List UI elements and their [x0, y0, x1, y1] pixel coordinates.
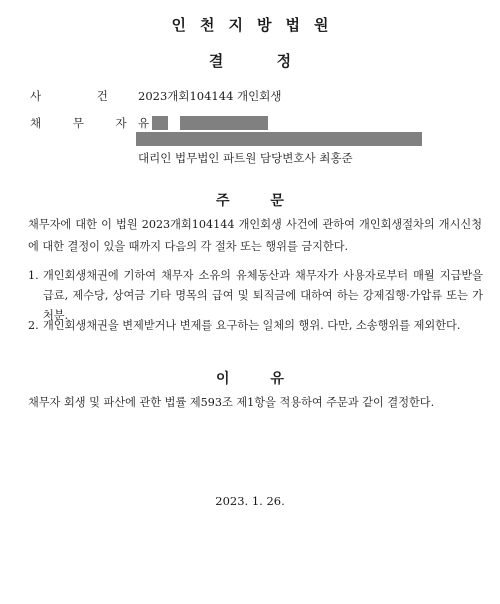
court-name: 인천지방법원: [171, 16, 343, 34]
agent-text: 대리인 법무법인 파트원 담당변호사 최홍준: [138, 151, 353, 165]
redaction-block-address: [136, 132, 422, 146]
order-item-text: 개인회생채권에 기하여 채무자 소유의 유체동산과 채무자가 사용자로부터 매월 지급받을 급료, 제수당, 상여금 기타 명목의 급여 및 퇴직금에 대하여 하는 강제집행·가압류 또는 가처분.: [43, 269, 483, 322]
redaction-block-name-2: [180, 116, 268, 130]
case-label: 사 건: [30, 89, 134, 103]
order-heading: 주 문: [216, 193, 284, 209]
order-item-1: [28, 266, 483, 322]
debtor-name-prefix: 유: [138, 116, 150, 130]
debtor-label: 채 무 자: [30, 116, 141, 130]
document-title: 결 정: [208, 52, 292, 70]
reason-heading: 이 유: [216, 371, 284, 387]
order-intro: 채무자에 대한 이 법원 2023개회104144 개인회생 사건에 관하여 개인회생절차의 개시신청에 대한 결정이 있을 때까지 다음의 각 절차 또는 행위를 금지한다.: [28, 218, 482, 253]
order-item-number: 2.: [28, 319, 39, 332]
reason-text: 채무자 회생 및 파산에 관한 법률 제593조 제1항을 적용하여 주문과 같이 결정한다.: [28, 396, 435, 409]
order-item-2: [28, 316, 482, 356]
decision-date: 2023. 1. 26.: [215, 494, 285, 508]
redaction-block-name: [152, 116, 168, 130]
order-item-number: 1.: [28, 269, 39, 282]
case-value: 2023개회104144 개인회생: [138, 89, 282, 103]
order-item-text: 개인회생채권을 변제받거나 변제를 요구하는 일체의 행위. 다만, 소송행위를 제외한다.: [43, 319, 461, 332]
